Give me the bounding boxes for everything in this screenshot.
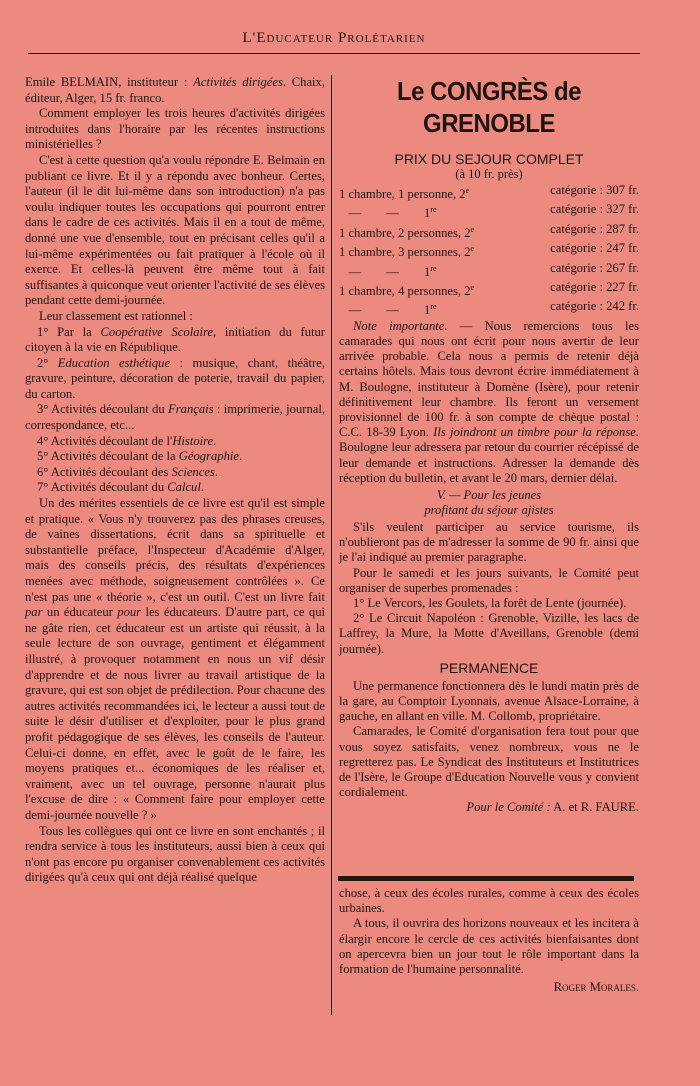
prix-title: PRIX DU SEJOUR COMPLET <box>394 151 584 167</box>
activity-subject: Sciences <box>171 464 215 479</box>
price-value: catégorie : 242 fr. <box>547 299 639 314</box>
activity-list-item <box>25 480 325 496</box>
activity-number: 4° <box>37 433 49 448</box>
activity-number: 5° <box>37 449 49 464</box>
p4-text-b: un éducateur <box>42 605 118 620</box>
book-citation <box>25 75 325 106</box>
p4-text-a: Un des mérites essentiels de ce livre est qu'il est simple et pratique. « Vous n'y trouverez pas des phrases creuses, de vaines dissertations, écrit dans sa spirituelle et substantielle préface, l'Inspecteur d'Académie d'Alger, mais des conseils précis, des résultats d'expériences menées avec méthode, soigneusement contrôlées ». Ce n'est pas une « théorie », c'est un outil. C'est un livre fait <box>25 496 325 604</box>
activity-subject: Calcul <box>167 480 201 495</box>
activity-suffix: . <box>213 433 217 448</box>
price-sup: e <box>470 282 475 292</box>
price-value: catégorie : 307 fr. <box>547 183 639 197</box>
price-row <box>339 183 639 202</box>
price-row-label <box>339 183 469 202</box>
price-sup: e <box>465 186 470 195</box>
price-row-label <box>339 222 474 241</box>
price-room: — — 1 <box>339 206 431 221</box>
price-row-label <box>339 241 474 260</box>
activity-suffix: : musique, chant, théâtre, gravure, peinture, décoration de poterie, travail du papier, du carton. <box>25 355 325 401</box>
price-row <box>339 222 639 241</box>
activity-prefix: Activités découlant du <box>48 480 168 495</box>
activity-suffix: . <box>214 464 218 479</box>
price-table <box>339 183 639 319</box>
congress-title: Le CONGRÈS de GRENOBLE <box>396 76 582 138</box>
activity-suffix: . <box>200 480 205 495</box>
activity-number: 3° <box>37 402 49 417</box>
activity-number: 7° <box>37 480 49 495</box>
price-row-label <box>339 202 437 221</box>
left-paragraph-5: Tous les collègues qui ont ce livre en sont enchantés ; il rendra service à tous les instituteurs, aussi bien à ceux qui n'ont pas encore pu organiser convenablement ces activités dirigées qu'à ceux qui ont déjà réalisé quelque <box>25 823 325 885</box>
price-value: catégorie : 247 fr. <box>547 241 639 256</box>
price-value: catégorie : 327 fr. <box>547 202 639 217</box>
activity-list-item <box>25 356 325 403</box>
p4-par: par <box>25 605 43 620</box>
page-header: L'Educateur Prolétarien <box>242 30 426 46</box>
price-sup: re <box>430 263 437 273</box>
price-row <box>339 261 639 280</box>
price-value: catégorie : 287 fr. <box>547 221 639 236</box>
price-row <box>339 202 639 221</box>
activity-list-item <box>25 402 325 433</box>
p4-text-c: les éducateurs. D'autre part, ce qui ne gâte rien, cet éducateur est un artiste qui réussit, à la seule lecture de son ouvrage, gentiment et élégamment illustré, à provoquer notamment en nous un vif désir d'apprendre et de nous livrer au travail artistique de la gravure, qui est son objet de prédilection. Pour chacune des autres activités recommandées ici, le lecteur a aussi tout de suite le désir d'utiliser et d'exploiter, pour le plus grand profit pédagogique de ses élèves, les conseils de l'auteur. Celui-ci donne, en effet, avec le goût de le faire, les moyens pratiques et... économiques de les réaliser et, vraiment, avec un tel ouvrage, personne n'aurait plus l'excuse de dire : « Comment faire pour employer cette demi-journée nouvelle ? » <box>25 605 326 822</box>
activity-number: 1° <box>37 324 49 339</box>
citation-publisher: . Chaix, éditeur, Alger, 15 fr. franco. <box>25 75 325 105</box>
citation-author: Emile BELMAIN <box>25 75 119 89</box>
section-v-heading <box>339 488 639 518</box>
column-divider <box>331 75 332 1015</box>
activity-prefix: Activités découlant de la <box>48 449 179 464</box>
price-row-label <box>339 299 437 318</box>
activity-prefix: Activités découlant du <box>48 402 169 417</box>
activity-subject: Education esthétique <box>57 355 171 370</box>
activity-list-item <box>25 465 325 481</box>
citation-rest: , instituteur : <box>118 75 194 89</box>
activity-list <box>25 325 325 497</box>
price-row-label <box>339 280 474 299</box>
note-text-2: Boulogne leur adressera par retour du courrier récépissé de leur demande et instructions. Adresser la demande dès réception du bulletin, et avant le 20 mars, dernier délai. <box>339 440 639 485</box>
samedi-paragraph: Pour le samedi et les jours suivants, le Comité peut organiser de superbes promenades : <box>339 565 639 595</box>
left-column <box>25 75 325 1075</box>
continuation-paragraph: chose, à ceux des écoles rurales, comme à ceux des écoles urbaines. <box>339 886 639 916</box>
p4-pour: pour <box>117 605 142 620</box>
note-paragraph <box>339 319 639 486</box>
permanence-title: PERMANENCE <box>439 659 539 676</box>
jeunes-paragraph: S'ils veulent participer au service tourisme, ils n'oublieront pas de m'adresser la somme de 90 fr. ainsi que je l'ai indiqué au premier paragraphe. <box>339 519 639 565</box>
activity-subject: Géographie <box>178 449 239 464</box>
activity-prefix: Par la <box>48 324 101 339</box>
section-v-line-2: profitant du séjour ajistes <box>424 502 554 517</box>
price-sup: e <box>470 244 475 254</box>
activity-subject: Histoire <box>172 433 214 448</box>
activity-list-item <box>25 325 325 356</box>
price-row <box>339 280 639 299</box>
camarades-paragraph: Camarades, le Comité d'organisation fera tout pour que vous soyez satisfaits, venez nombreux, vous ne le regretterez pas. Le Syndicat des Instituteurs et Institutrices de l'Isère, le Groupe d'Education Nouvelle vous y convient cordialement. <box>339 724 639 800</box>
vercors-paragraph: 1° Le Vercors, les Goulets, la forêt de Lente (journée). <box>353 595 627 610</box>
article-author: Roger Morales. <box>553 980 639 995</box>
activity-suffix: . <box>238 449 243 464</box>
price-room: 1 chambre, 4 personnes, 2 <box>339 284 471 299</box>
note-italic: Ils joindront un timbre pour la réponse. <box>433 425 639 440</box>
price-sup: re <box>430 205 437 215</box>
activity-number: 2° <box>37 355 49 370</box>
activity-subject: Coopérative Scolaire <box>100 324 214 339</box>
left-paragraph-3: Leur classement est rationnel : <box>39 308 193 323</box>
section-v-line-1: V. — Pour les jeunes <box>436 487 542 502</box>
price-room: 1 chambre, 3 personnes, 2 <box>339 245 471 260</box>
price-room: — — 1 <box>339 264 431 279</box>
citation-title: Activités dirigées <box>193 75 283 89</box>
closing-paragraph: A tous, il ouvrira des horizons nouveaux et les incitera à élargir encore le cercle de ces activités bienfaisantes dont on apercevra bien un jour tout le rôle important dans la formation de l'humaine personnalité. <box>339 916 639 977</box>
price-sup: e <box>470 224 475 234</box>
price-sup: re <box>430 302 437 312</box>
activity-prefix: Activités découlant des <box>48 464 172 479</box>
note-text: — Nous remercions tous les camarades qui nous ont écrit pour nous avertir de leur arrivée probable. Cela nous a permis de retenir déjà certains hôtels. Mais tous devront écrire immédiatement à M. Boulogne, instituteur à Domène (Isère), pour retenir définitivement leur chambre. Ils feront un versement provisionnel de 100 fr. à son compte de chèque postal : C.C. 18-39 Lyon. <box>339 318 639 440</box>
left-paragraph-1: Comment employer les trois heures d'activités dirigées introduites dans l'horaire par les récentes instructions ministérielles ? <box>25 106 325 152</box>
header-rule <box>28 53 640 54</box>
activity-prefix: Activités découlant de l' <box>48 433 173 448</box>
price-value: catégorie : 227 fr. <box>547 279 639 294</box>
price-row <box>339 299 639 318</box>
price-row <box>339 241 639 260</box>
signature-names: A. et R. FAURE. <box>550 800 639 815</box>
right-column-bottom <box>339 886 639 995</box>
price-room: 1 chambre, 2 personnes, 2 <box>339 225 471 240</box>
activity-suffix: : imprimerie, journal, correspondance, etc... <box>25 402 325 433</box>
activity-number: 6° <box>37 464 49 479</box>
right-column <box>339 75 639 816</box>
activity-prefix <box>48 356 57 370</box>
price-room: 1 chambre, 1 personne, 2 <box>339 187 466 202</box>
permanence-paragraph: Une permanence fonctionnera dès le lundi matin près de la gare, au Comptoir Lyonnais, avenue Alsace-Lorraine, à gauche, en allant en ville. M. Collomb, propriétaire. <box>339 678 639 724</box>
circuit-paragraph: 2° Le Circuit Napoléon : Grenoble, Vizille, les lacs de Laffrey, la Mure, la Motte d'Aveillans, Grenoble (demi journée). <box>339 611 639 656</box>
note-label: Note importante. <box>353 318 448 333</box>
signature-label: Pour le Comité : <box>466 800 551 815</box>
activity-list-item <box>25 434 325 450</box>
signature-line <box>339 800 639 815</box>
left-paragraph-4 <box>25 496 325 823</box>
section-rule <box>338 876 634 881</box>
price-value: catégorie : 267 fr. <box>547 260 639 275</box>
activity-list-item <box>25 449 325 465</box>
price-row-label <box>339 261 437 280</box>
prix-subtitle: (à 10 fr. près) <box>455 167 523 181</box>
price-room: — — 1 <box>339 303 431 318</box>
activity-suffix: , initiation du futur citoyen à la vie en République. <box>25 324 325 355</box>
activity-subject: Français <box>168 402 214 417</box>
left-paragraph-2: C'est à cette question qu'a voulu répondre E. Belmain en publiant ce livre. Et il y a répondu avec bonheur. Certes, l'auteur (il le dit lui-même dans son introduction) n'a pas voulu indiquer toutes les occupations qui pourront entrer dans le cadre de ces activités. Mais il en a tout de même, donné une vue d'ensemble, tout en précisant celles qu'il a lui-même expérimentées ou fait pratiquer à l'école où il exerce. Et celles-là peuvent être même tout à fait suffisantes à quiconque veut orienter l'activité de ses élèves pendant cette demi-journée. <box>25 152 325 308</box>
